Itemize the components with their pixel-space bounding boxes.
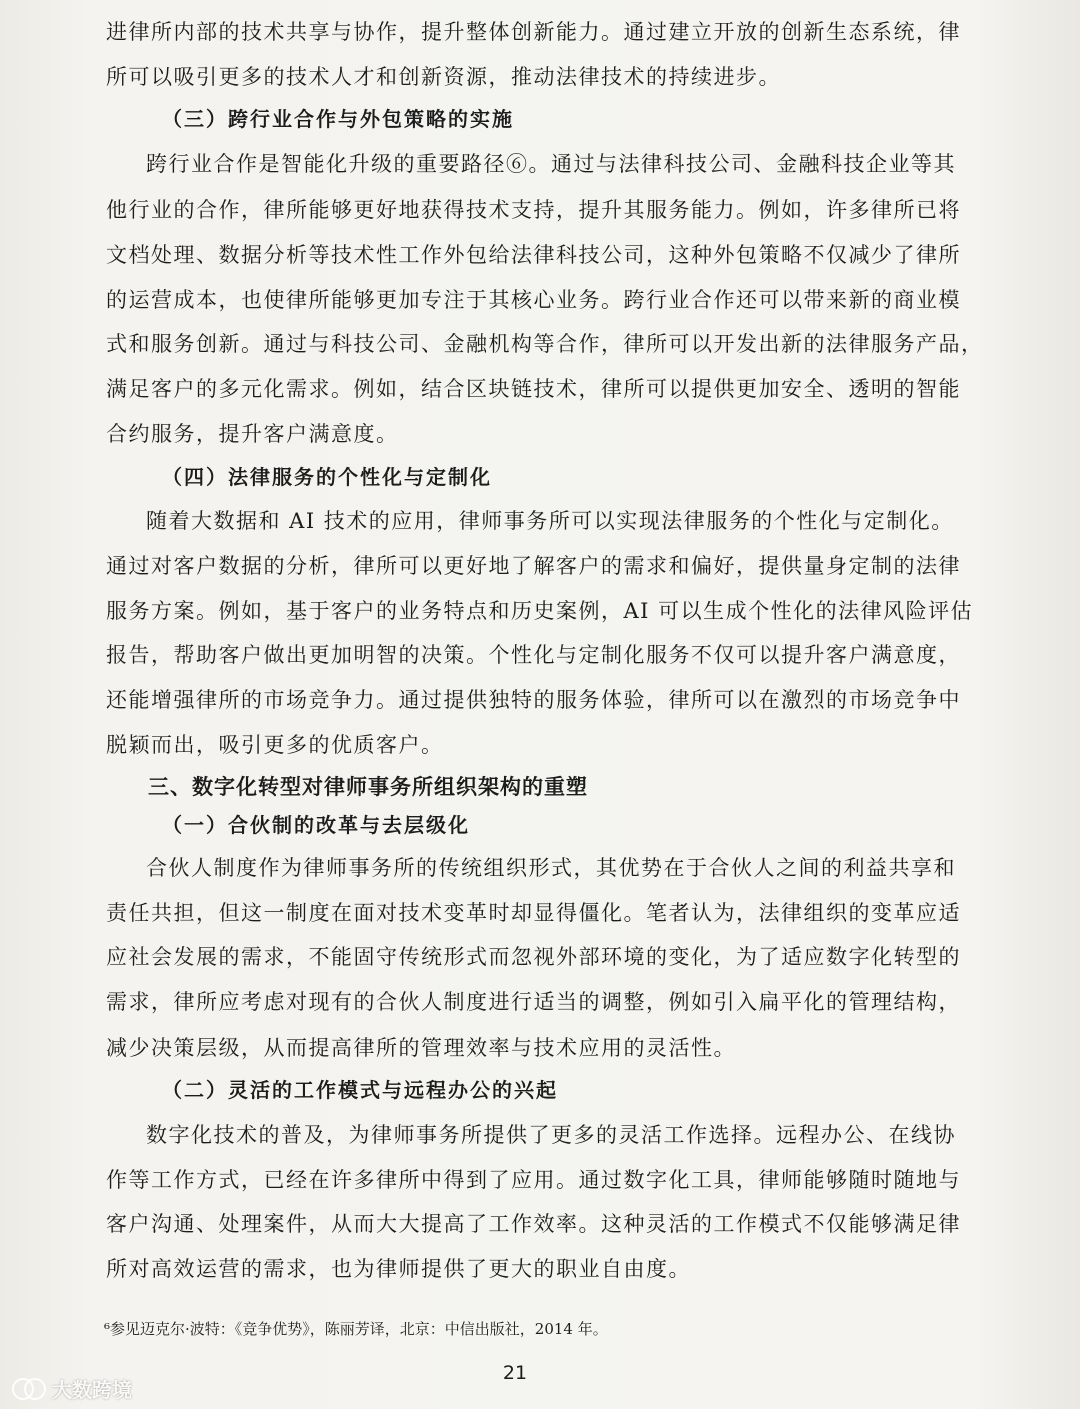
paragraph-line: 数字化技术的普及，为律师事务所提供了更多的灵活工作选择。远程办公、在线协 <box>146 1123 956 1147</box>
paragraph-line: 文档处理、数据分析等技术性工作外包给法律科技公司，这种外包策略不仅减少了律所 <box>106 243 961 267</box>
paragraph-line: 应社会发展的需求，不能固守传统形式而忽视外部环境的变化，为了适应数字化转型的 <box>106 945 961 969</box>
paragraph-line: 式和服务创新。通过与科技公司、金融机构等合作，律所可以开发出新的法律服务产品， <box>106 332 984 356</box>
paragraph-line: 合约服务，提升客户满意度。 <box>106 422 399 446</box>
footnote: ⁶参见迈克尔·波特：《竞争优势》，陈丽芳译，北京：中信出版社，2014 年。 <box>104 1320 608 1338</box>
paragraph-line: 还能增强律所的市场竞争力。通过提供独特的服务体验，律所可以在激烈的市场竞争中 <box>106 688 961 712</box>
watermark-text: 大数跨境 <box>52 1377 132 1402</box>
paragraph-line: 的运营成本，也使律所能够更加专注于其核心业务。跨行业合作还可以带来新的商业模 <box>106 288 961 312</box>
paragraph-line: 报告，帮助客户做出更加明智的决策。个性化与定制化服务不仅可以提升客户满意度， <box>106 643 961 667</box>
paragraph-line: 满足客户的多元化需求。例如，结合区块链技术，律所可以提供更加安全、透明的智能 <box>106 377 961 401</box>
paragraph-line: 减少决策层级，从而提高律所的管理效率与技术应用的灵活性。 <box>106 1036 736 1060</box>
paragraph-line: 跨行业合作是智能化升级的重要路径⑥。通过与法律科技公司、金融科技企业等其 <box>146 152 956 176</box>
paragraph-line: 所可以吸引更多的技术人才和创新资源，推动法律技术的持续进步。 <box>106 65 781 89</box>
sub-heading-remote-work: （二）灵活的工作模式与远程办公的兴起 <box>162 1078 558 1102</box>
paragraph-line: 合伙人制度作为律师事务所的传统组织形式，其优势在于合伙人之间的利益共享和 <box>146 856 956 880</box>
paragraph-line: 进律所内部的技术共享与协作，提升整体创新能力。通过建立开放的创新生态系统，律 <box>106 20 961 44</box>
page-number: 21 <box>502 1362 528 1384</box>
paragraph-line: 责任共担，但这一制度在面对技术变革时却显得僵化。笔者认为，法律组织的变革应适 <box>106 901 961 925</box>
sub-heading-cross-industry: （三）跨行业合作与外包策略的实施 <box>162 107 514 131</box>
paragraph-line: 需求，律所应考虑对现有的合伙人制度进行适当的调整，例如引入扁平化的管理结构， <box>106 990 961 1014</box>
paragraph-line: 所对高效运营的需求，也为律师提供了更大的职业自由度。 <box>106 1257 691 1281</box>
paragraph-line: 脱颖而出，吸引更多的优质客户。 <box>106 733 444 757</box>
paragraph-line: 通过对客户数据的分析，律所可以更好地了解客户的需求和偏好，提供量身定制的法律 <box>106 554 961 578</box>
paragraph-line: 随着大数据和 AI 技术的应用，律师事务所可以实现法律服务的个性化与定制化。 <box>146 509 954 533</box>
watermark <box>12 1375 132 1401</box>
watermark-logo-icon <box>12 1376 46 1400</box>
sub-heading-personalization: （四）法律服务的个性化与定制化 <box>162 465 492 489</box>
paragraph-line: 他行业的合作，律所能够更好地获得技术支持，提升其服务能力。例如，许多律所已将 <box>106 198 961 222</box>
paragraph-line: 客户沟通、处理案件，从而大大提高了工作效率。这种灵活的工作模式不仅能够满足律 <box>106 1212 961 1236</box>
paragraph-line: 作等工作方式，已经在许多律所中得到了应用。通过数字化工具，律师能够随时随地与 <box>106 1168 961 1192</box>
section-heading: 三、数字化转型对律师事务所组织架构的重塑 <box>148 775 588 799</box>
sub-heading-partnership: （一）合伙制的改革与去层级化 <box>162 813 470 837</box>
paragraph-line: 服务方案。例如，基于客户的业务特点和历史案例，AI 可以生成个性化的法律风险评估 <box>106 599 974 623</box>
